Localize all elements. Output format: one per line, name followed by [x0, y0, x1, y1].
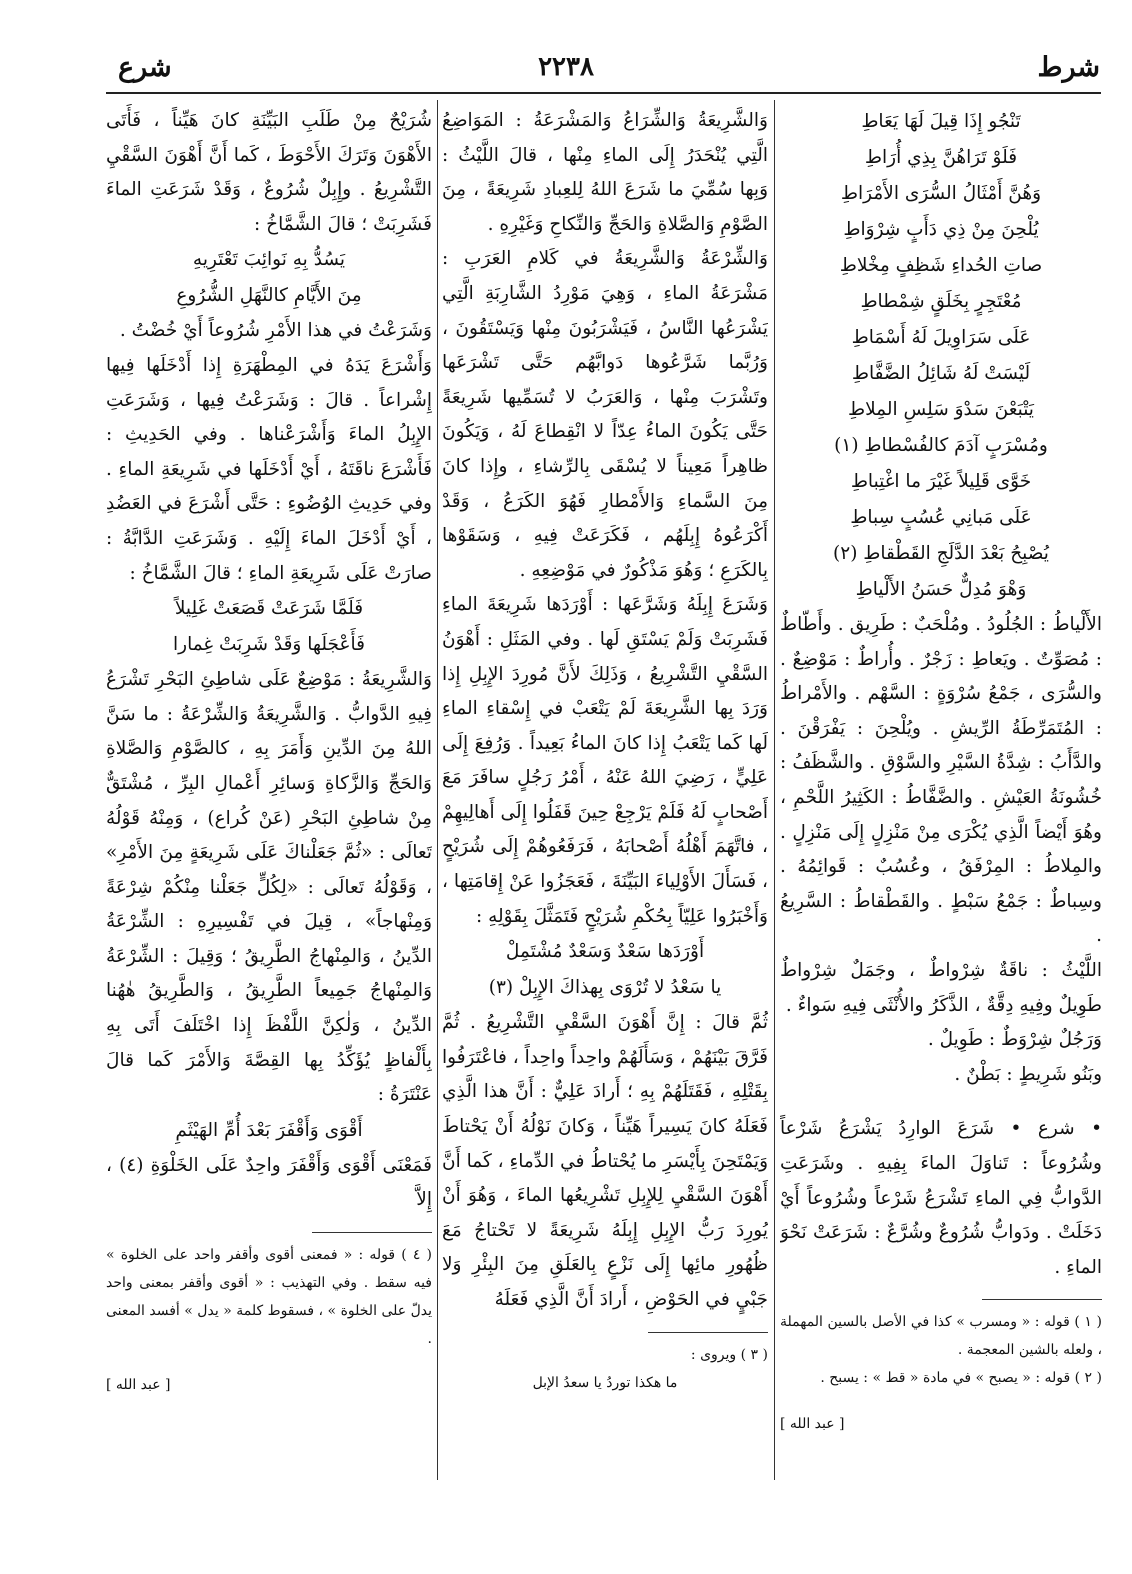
middle-column — [442, 104, 768, 1524]
verse-line: مِنَ الأَيَّامِ كالنَّهَلِ الشُّرُوعِ — [176, 285, 362, 307]
footnote: ( ٣ ) ويروى : — [690, 1346, 768, 1363]
paragraph: وَالشَّرِيعَةُ : مَوْضِعٌ عَلَى شاطِئِ البَحْرِ تَشْرَعُ فِيهِ الدَّوابُّ . وَالشَّرِيعَةُ وَالشِّرْعَةُ : ما سَنَّ اللهُ مِنَ الدِّينِ وَأَمَرَ بِهِ ، كالصَّوْمِ وَالصَّلاةِ وَالحَجِّ وَالزَّكاةِ وَسائِرِ أَعْمالِ البِرِّ ، مُشْتَقٌّ مِنْ شاطِئِ البَحْرِ (عَنْ كُراع) ، وَمِنْهُ قَوْلُهُ تَعالَى : «ثُمَّ جَعَلْناكَ عَلَى شَرِيعَةٍ مِنَ الأَمْرِ» ، وَقَوْلُهُ تَعالَى : «لِكُلٍّ جَعَلْنا مِنْكُمْ شِرْعَةً وَمِنْهاجاً» ، قِيلَ في تَفْسِيرِهِ : الشِّرْعَةُ الدِّينُ ، وَالمِنْهاجُ الطَّرِيقُ ؛ وَقِيلَ : الشِّرْعَةُ وَالمِنْهاجُ جَمِيعاً الطَّرِيقُ ، وَالطَّرِيقُ هٰهُنا الدِّينُ ، وَلٰكِنَّ اللَّفْظَ إِذا اخْتَلَفَ أَتَى بِهِ بِأَلْفاظٍ يُؤَكِّدُ بِها القِصَّةَ وَالأَمْرَ كَما قالَ عَنْتَرَةُ : — [106, 669, 432, 1106]
editor-signature: [ عبد الله ] — [780, 1416, 845, 1433]
verse-line: صاتِ الحُداءِ شَظِفٍ مِخْلاطِ — [839, 255, 1043, 276]
paragraph: وَالشِّرْعَةُ وَالشَّرِيعَةُ في كَلامِ العَرَبِ : مَشْرَعَةُ الماءِ ، وَهِيَ مَوْرِدُ الشَّارِبَةِ الَّتِي يَشْرَعُها النَّاسُ ، فَيَشْرَبُونَ مِنْها وَيَسْتَقُونَ ، وَرُبَّما شَرَّعُوها دَوابَّهُم حَتَّى تَشْرَعَها وتَشْرَبَ مِنْها ، وَالعَرَبُ لا تُسَمِّيها شَرِيعَةً حَتَّى يَكُونَ الماءُ عِدّاً لا انْقِطاعَ لَهُ ، وَيَكُونَ ظاهِراً مَعِيناً لا يُسْقَى بِالرِّشاءِ ، وإِذا كانَ مِنَ السَّماءِ وَالأَمْطارِ فَهُوَ الكَرَعُ ، وَقَدْ أَكْرَعُوهُ إِبِلَهُم ، فَكَرَعَتْ فِيهِ ، وَسَقَوْها بِالكَرَعِ ؛ وَهُوَ مَذْكُورٌ في مَوْضِعِهِ . — [442, 248, 768, 581]
verse-line: لَيْسَتْ لَهُ شَائِلُ الضَّفَّاطِ — [851, 363, 1031, 384]
footnote-rule — [312, 1232, 432, 1233]
editor-signature: [ عبد الله ] — [106, 1377, 171, 1394]
paragraph: شُرَيْحٌ مِنْ طَلَبِ البَيِّنَةِ كانَ هَيِّناً ، فَأَتَى الأَهْوَنَ وَتَرَكَ الأَحْوَطَ ، كَما أَنَّ أَهْوَنَ السَّقْيِ التَّشْرِيعُ . وإِبِلٌ شُرُوعٌ ، وَقَدْ شَرَعَتِ الماءَ فَشَرِبَتْ ؛ قالَ الشَّمَّاخُ : — [106, 110, 432, 235]
footnote: ( ٢ ) قوله : « يصبح » في مادة « قط » : يسبح . — [820, 1370, 1102, 1387]
footnote: ( ٤ ) قوله : « فمعنى أقوى وأقفر واحد على الخلوة » فيه سقط . وفي التهذيب : « أقوى وأقفر بمعنى واحد يدلّ على الخلوة » ، فسقوط كلمة « يدل » أفسد المعنى . — [106, 1247, 432, 1348]
verse-line: وَهْوَ مُدِلٌّ حَسَنُ الأَلْياطِ — [855, 579, 1027, 600]
paragraph: وَرَجُلٌ شِرْوَطٌ : طَوِيلٌ . — [927, 1029, 1102, 1051]
footnote: ( ١ ) قوله : « ومسرب » كذا في الأصل بالسين المهملة ، ولعله بالشين المعجمة . — [780, 1314, 1102, 1359]
verse-line: فَأَعْجَلَها وَقَدْ شَرِبَتْ غِمارا — [173, 634, 365, 656]
verse-line: فَلَوْ تَرَاهُنَّ بِذِي أُرَاطِ — [864, 147, 1018, 168]
verse-line: مُعْتَجِرٍ بِخَلَقٍ شِمْطاطِ — [860, 291, 1022, 312]
paragraph: الأَلْياطُ : الجُلُودُ . ومُلْحَبٌ : طَرِيق . وأَطّاطٌ : مُصَوِّتٌ . ويَعاطِ : زَجْرٌ . وأُراطٌ : مَوْضِعٌ . والسُّرَى ، جَمْعُ سُرْوَةٍ : السَّهْم . والأَمْراطُ : المُتَمَرِّطَةُ الرِّيشِ . ويُلْحِنَ : يَفْرَقْنَ . والدَّأَبُ : شِدَّةُ السَّيْرِ والسَّوْقِ . والشَّظَفُ : خُشُونَةُ العَيْشِ . والضَّفَّاطُ : الكَثِيرُ اللَّحْمِ ، وهُوَ أَيْضاً الَّذِي يُكْرَى مِنْ مَنْزِلٍ إِلَى مَنْزِلٍ . والمِلاطُ : المِرْفَقُ ، وعُسُبٌ : قَوائِمُهُ . وسِباطٌ : جَمْعُ سَبْطٍ . والقَطْقاطُ : السَّرِيعُ . — [780, 614, 1102, 947]
spacer — [780, 1092, 1102, 1112]
verse-line: يُلْحِنَ مِنْ ذِي دَأَبٍ شِرْوَاطِ — [843, 219, 1039, 240]
verse-line: أَوْرَدَها سَعْدٌ وَسَعْدٌ مُشْتَمِلْ — [505, 941, 705, 963]
paragraph: ثُمَّ قالَ : إِنَّ أَهْوَنَ السَّقْيِ التَّشْرِيعُ . ثُمَّ فَرَّقَ بَيْنَهُمْ ، وَسَأَلَهُمْ واحِداً واحِداً ، فاعْتَرَفُوا بِقَتْلِهِ ، فَقَتَلَهُمْ بِهِ ؛ أَرادَ عَلِيٌّ : أَنَّ هذا الَّذِي فَعَلَهُ كانَ يَسِيراً هَيِّناً ، وَكانَ نَوْلُهُ أَنْ يَحْتاطَ وَيَمْتَحِنَ بِأَيْسَرِ ما يُحْتاطُ في الدِّماءِ ، كَما أَنَّ أَهْوَنَ السَّقْيِ لِلإِبِلِ تَشْرِيعُها الماءَ ، وَهُوَ أَنْ يُورِدَ رَبُّ الإِبِلِ إِبِلَهُ شَرِيعَةً لا تَحْتاجُ مَعَ ظُهُورِ مائِها إِلَى نَزْعٍ بِالعَلَقِ مِنَ البِئْرِ وَلا جَبْيٍ في الحَوْضِ ، أَرادَ أَنَّ الَّذِي فَعَلَهُ — [442, 1012, 768, 1310]
header-rule — [106, 92, 1101, 94]
left-column — [106, 104, 432, 1524]
right-column — [780, 104, 1102, 1524]
verse-line: تَنْجُو إِذَا قِيلَ لَهَا يَعَاطِ — [861, 111, 1021, 132]
column-divider — [774, 100, 775, 1480]
paragraph: وَشَرَعَ إِبِلَهُ وَشَرَّعَها : أَوْرَدَها شَرِيعَةَ الماءِ فَشَرِبَتْ وَلَمْ يَسْتَقِ لَها . وفي المَثَلِ : أَهْوَنُ السَّقْيِ التَّشْرِيعُ ، وَذَلِكَ لأَنَّ مُورِدَ الإِبِلِ إِذا وَرَدَ بِها الشَّرِيعَةَ لَمْ يَتْعَبْ في إِسْقاءِ الماءِ لَها كَما يَتْعَبُ إِذا كانَ الماءُ بَعِيداً . وَرُفِعَ إِلَى عَلِيٍّ ، رَضِيَ اللهُ عَنْهُ ، أَمْرُ رَجُلٍ سافَرَ مَعَ أَصْحابٍ لَهُ فَلَمْ يَرْجِعْ حِينَ قَفَلُوا إِلَى أَهالِيهِمْ ، فاتَّهَمَ أَهْلُهُ أَصْحابَهُ ، فَرَفَعُوهُمْ إِلَى شُرَيْحٍ ، فَسَأَلَ الأَوْلِياءَ البَيِّنَةَ ، فَعَجَزُوا عَنْ إِقامَتِها ، وَأَخْبَرُوا عَلِيّاً بِحُكْمِ شُرَيْحٍ فَتَمَثَّلَ بِقَوْلِهِ : — [442, 594, 768, 927]
page-header — [0, 52, 1132, 92]
verse-line: وَهُنَّ أَمْثَالُ السُّرَى الأَمْرَاطِ — [840, 183, 1042, 204]
verse-line: أَقْوَى وَأَقْفَرَ بَعْدَ أُمِّ الهَيْثَمِ — [175, 1119, 363, 1141]
right-header-word: شرط — [1037, 52, 1100, 83]
paragraph: وبَنُو شَرِيطٍ : بَطْنٌ . — [954, 1063, 1102, 1085]
verse-line: ومُسْرَبٍ آدَمَ كالفُسْطاطِ (١) — [834, 435, 1048, 456]
paragraph: وَأَشْرَعَ يَدَهُ في المِطْهَرَةِ إِذا أَدْخَلَها فِيها إِشْراعاً . قالَ : وَشَرَعْتُ فِيها ، وَشَرَعَتِ الإِبِلُ الماءَ وَأَشْرَعْناها . وفي الحَدِيثِ : فَأَشْرَعَ ناقَتَهُ ، أَيْ أَدْخَلَها في شَرِيعَةِ الماءِ . وفي حَدِيثِ الوُضُوءِ : حَتَّى أَشْرَعَ في العَضُدِ ، أَيْ أَدْخَلَ الماءَ إِلَيْهِ . وَشَرَعَتِ الدَّابَّةُ : صارَتْ عَلَى شَرِيعَةِ الماءِ ؛ قالَ الشَّمَّاخُ : — [106, 354, 432, 584]
verse-block — [780, 104, 1102, 608]
verse-line: يا سَعْدُ لا تُرْوَى بِهذاكَ الإِبِلْ (٣) — [488, 977, 722, 999]
verse-line: عَلَى سَرَاوِيلَ لَهُ أَسْمَاطِ — [851, 327, 1031, 348]
footnote-rule — [648, 1332, 768, 1333]
verse-line: يَسُدُّ بِهِ نَوائِبَ تَعْتَرِيهِ — [192, 249, 346, 271]
paragraph: وَالشَّرِيعَةُ وَالشِّرَاعُ وَالمَشْرَعَةُ : المَوَاضِعُ الَّتِي يُنْحَدَرُ إِلَى الماءِ مِنْها ، قالَ اللَّيْثُ : وَبِها سُمِّيَ ما شَرَعَ اللهُ لِلعِبادِ شَرِيعَةً ، مِنَ الصَّوْمِ وَالصَّلاةِ وَالحَجِّ وَالنِّكاحِ وَغَيْرِهِ . — [442, 110, 768, 235]
verse-line: عَلَى مَبانِي عُسُبٍ سِباطِ — [850, 507, 1032, 528]
column-divider — [437, 100, 438, 1480]
left-header-word: شرع — [118, 52, 172, 83]
paragraph: فَمَعْنَى أَقْوَى وَأَقْفَرَ واحِدٌ عَلَى الخَلْوَةِ (٤) ، إِلاَّ — [106, 1154, 432, 1211]
footnote-rule — [982, 1299, 1102, 1300]
page-number: ٢٢٣٨ — [538, 52, 594, 82]
verse-line: فَلَمَّا شَرَعَتْ قَصَعَتْ غَلِيلاً — [174, 598, 364, 620]
paragraph: وَشَرَعْتُ في هذا الأَمْرِ شُرُوعاً أَيْ خُضْتُ . — [119, 320, 432, 342]
footnote-verse: ما هكذا توردُ يا سعدُ الإبل — [532, 1374, 678, 1391]
entry-paragraph: • شرع • شَرَعَ الوارِدُ يَشْرَعُ شَرْعاً وشُرُوعاً : تَناوَلَ الماءَ بِفِيهِ . وشَرَعَتِ الدَّوابُّ فِي الماءِ تَشْرَعُ شَرْعاً وشُرُوعاً أَيْ دَخَلَتْ . ودَوابُّ شُرُوعٌ وشُرَّعٌ : شَرَعَتْ نَحْوَ الماءِ . — [780, 1118, 1102, 1278]
paragraph: اللَّيْثُ : ناقَةٌ شِرْواطٌ ، وجَمَلٌ شِرْواطٌ طَوِيلٌ وفِيهِ دِقَّةٌ ، الذَّكَرُ والأُنْثَى فِيهِ سَواءٌ . — [780, 959, 1102, 1016]
verse-line: يُصْبِحُ بَعْدَ الدَّلَجِ القَطْقاطِ (٢) — [833, 543, 1049, 564]
verse-line: خَوَّى قَلِيلاً غَيْرَ ما اغْتِباطِ — [850, 471, 1032, 492]
verse-line: يَتْبَعْنَ سَدْوَ سَلِسِ المِلاطِ — [848, 399, 1034, 420]
